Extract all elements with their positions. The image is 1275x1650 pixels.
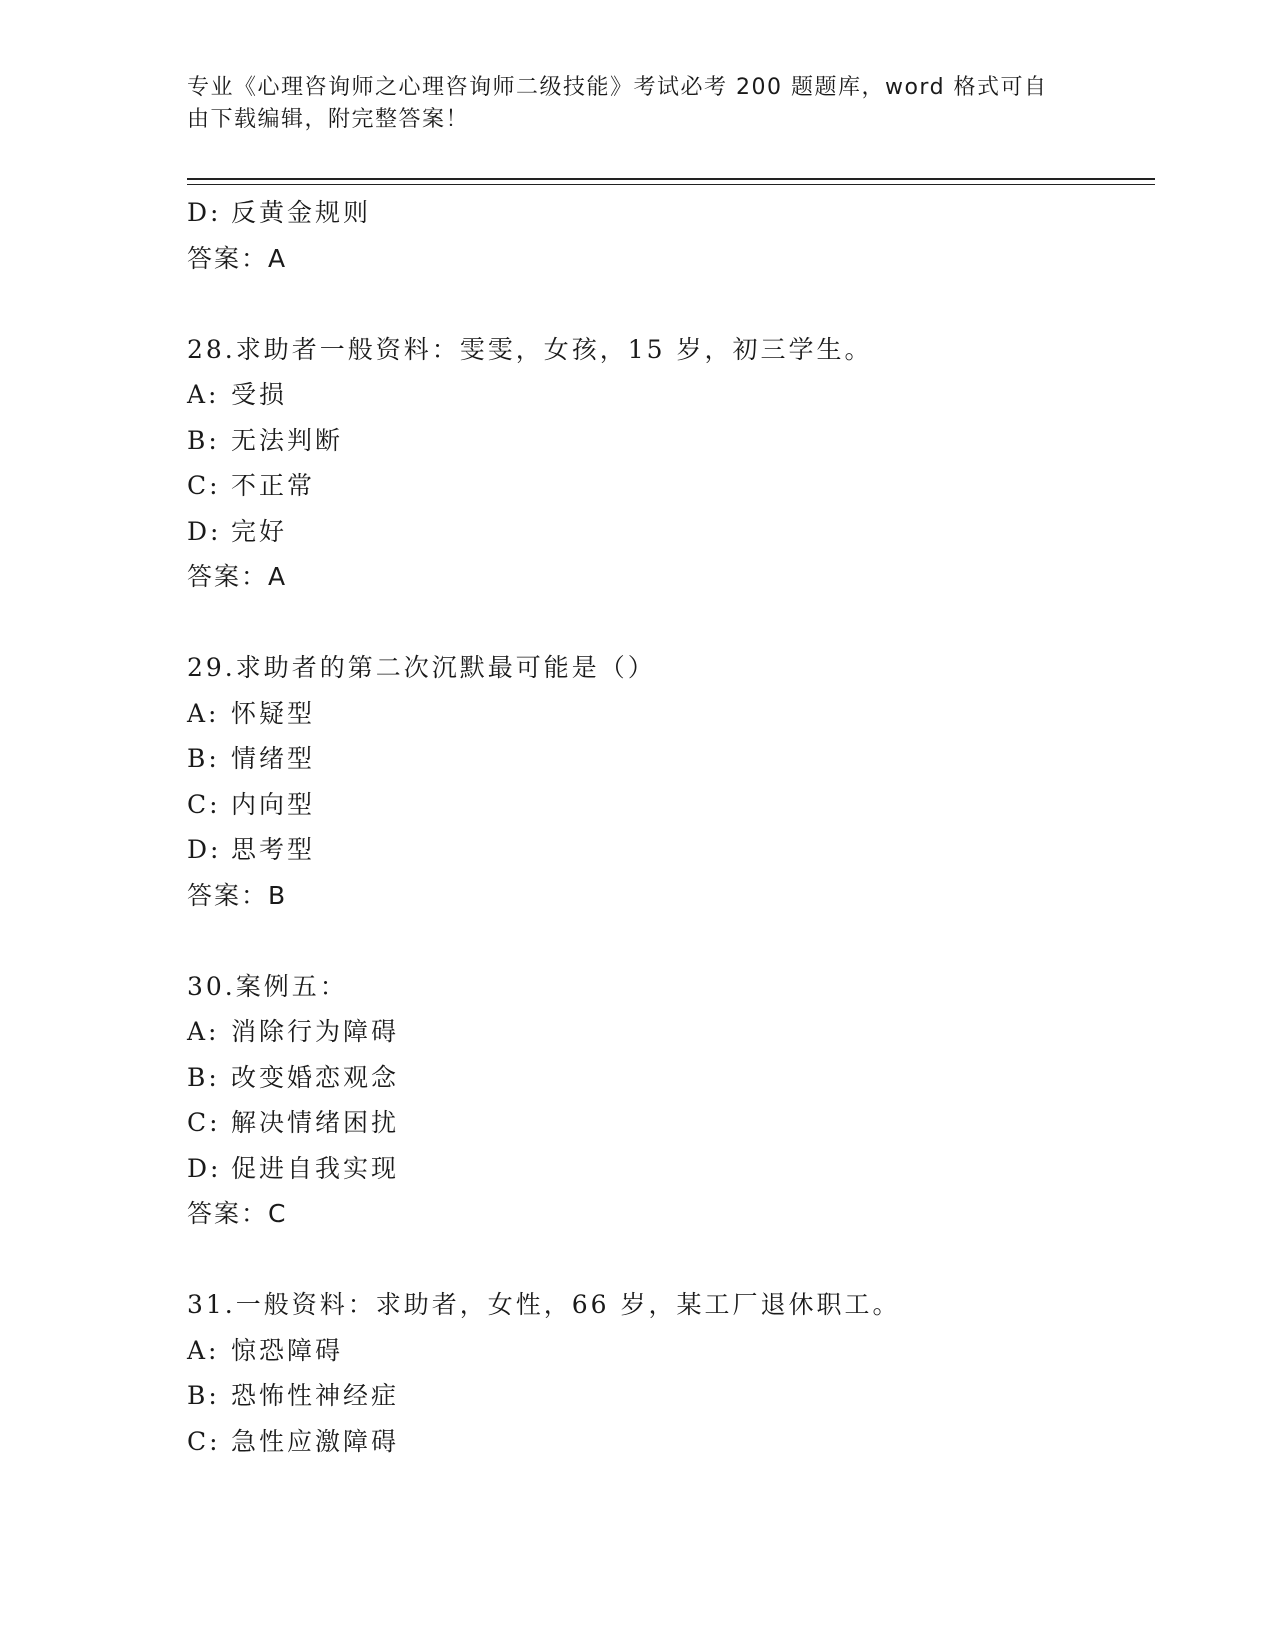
block-spacer	[187, 281, 1147, 327]
option-c	[187, 463, 1147, 509]
option-a	[187, 1328, 1147, 1374]
option-text: 反黄金规则	[231, 198, 372, 227]
option-text: 情绪型	[231, 744, 316, 773]
option-b	[187, 1055, 1147, 1101]
option-d	[187, 1146, 1147, 1192]
question-block	[187, 190, 1147, 281]
option-text: 思考型	[231, 835, 316, 864]
option-label: C:	[187, 1426, 221, 1456]
option-b	[187, 736, 1147, 782]
header-divider-thin	[187, 184, 1155, 185]
option-b	[187, 1373, 1147, 1419]
option-text: 改变婚恋观念	[231, 1062, 400, 1092]
option-label: B:	[187, 1062, 220, 1092]
option-d	[187, 509, 1147, 555]
header-divider-thick	[187, 178, 1155, 180]
question-text: 29.求助者的第二次沉默最可能是（）	[187, 653, 656, 682]
option-text: 急性应激障碍	[231, 1426, 400, 1456]
option-text: 无法判断	[231, 425, 344, 455]
option-text: 受损	[231, 380, 288, 409]
question-block	[187, 1282, 1147, 1464]
option-text: 解决情绪困扰	[231, 1108, 400, 1137]
option-text: 怀疑型	[231, 698, 316, 728]
option-label: A:	[187, 1335, 220, 1365]
option-label: C:	[187, 1108, 221, 1137]
option-d	[187, 190, 1147, 236]
option-text: 恐怖性神经症	[231, 1381, 400, 1410]
question-list	[187, 190, 1147, 1464]
option-text: 消除行为障碍	[231, 1017, 400, 1046]
option-c	[187, 782, 1147, 828]
option-a	[187, 1009, 1147, 1055]
document-header	[187, 72, 1067, 136]
option-text: 惊恐障碍	[231, 1335, 344, 1365]
option-label: B:	[187, 425, 220, 455]
header-line-2: 由下载编辑，附完整答案！	[187, 107, 470, 132]
option-label: A:	[187, 1017, 220, 1046]
option-label: D:	[187, 1153, 222, 1183]
option-label: B:	[187, 1381, 220, 1410]
option-text: 不正常	[231, 471, 316, 500]
option-a	[187, 372, 1147, 418]
option-text: 完好	[231, 516, 288, 546]
option-text: 内向型	[231, 789, 316, 819]
option-a	[187, 691, 1147, 737]
option-label: A:	[187, 698, 220, 728]
option-label: A:	[187, 380, 220, 409]
question-block	[187, 964, 1147, 1237]
option-c	[187, 1100, 1147, 1146]
question-text: 28.求助者一般资料：雯雯，女孩，15 岁，初三学生。	[187, 334, 873, 364]
block-spacer	[187, 918, 1147, 964]
answer-line: 答案：A	[187, 243, 288, 273]
option-label: D:	[187, 198, 222, 227]
option-c	[187, 1419, 1147, 1465]
option-text: 促进自我实现	[231, 1153, 400, 1183]
option-label: D:	[187, 835, 222, 864]
block-spacer	[187, 1237, 1147, 1283]
answer-line: 答案：A	[187, 562, 288, 591]
answer-line: 答案：B	[187, 880, 288, 910]
option-label: B:	[187, 744, 220, 773]
question-text: 31.一般资料：求助者，女性，66 岁，某工厂退休职工。	[187, 1290, 901, 1319]
question-text: 30.案例五：	[187, 971, 348, 1001]
answer-line: 答案：C	[187, 1199, 288, 1228]
question-block	[187, 327, 1147, 600]
header-line-1: 专业《心理咨询师之心理咨询师二级技能》考试必考 200 题题库，word 格式可自	[187, 75, 1048, 100]
option-label: C:	[187, 471, 221, 500]
option-label: D:	[187, 516, 222, 546]
option-label: C:	[187, 789, 221, 819]
block-spacer	[187, 600, 1147, 646]
option-d	[187, 827, 1147, 873]
option-b	[187, 418, 1147, 464]
question-block	[187, 645, 1147, 918]
